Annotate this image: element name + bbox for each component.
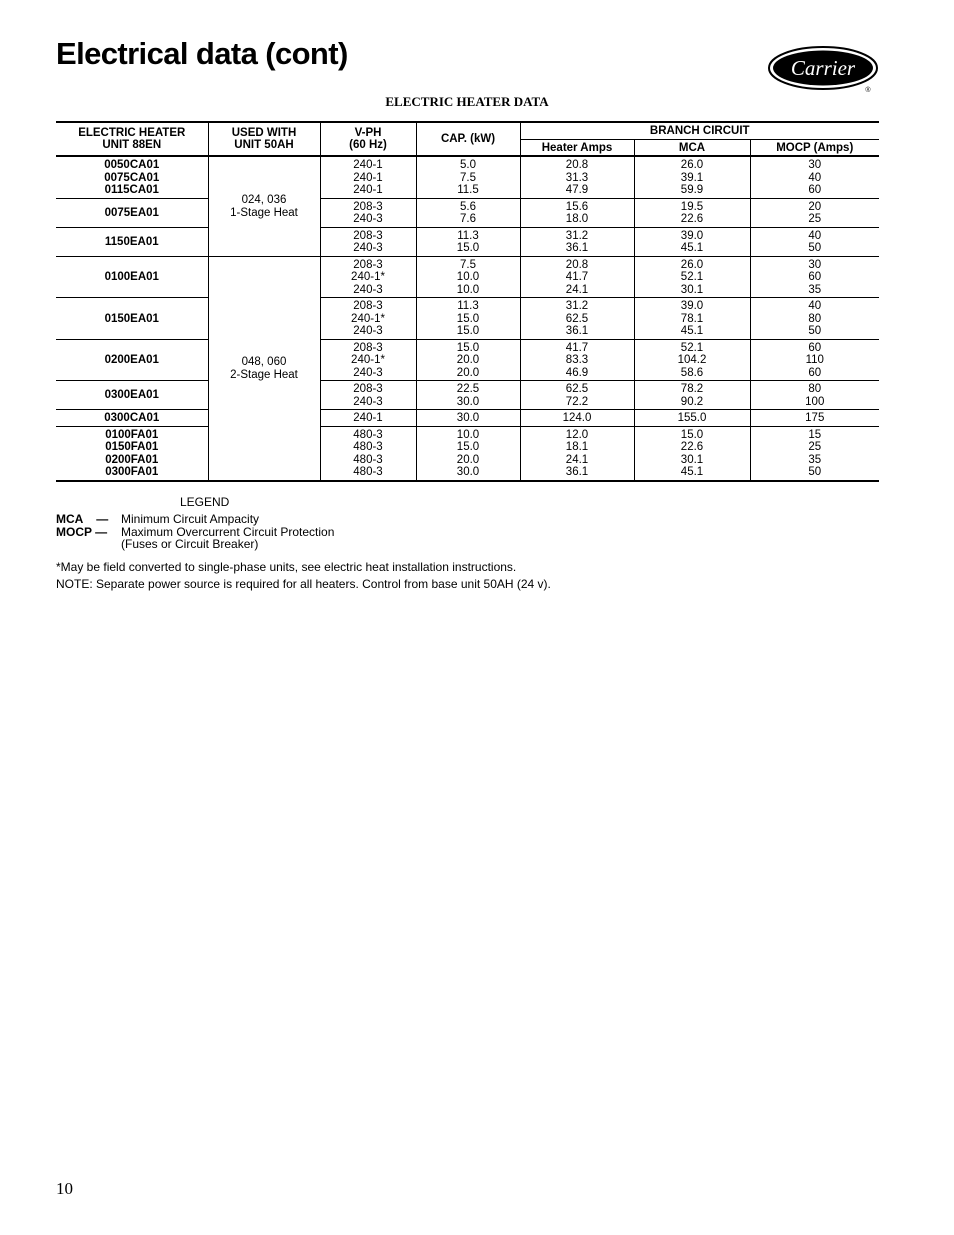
cell-vph: 208-3 240-3	[320, 227, 416, 256]
cell-mca: 39.0 45.1	[634, 227, 750, 256]
table-row	[56, 298, 879, 340]
table-row	[56, 410, 879, 427]
table-row	[56, 198, 879, 227]
table-caption: ELECTRIC HEATER DATA	[385, 94, 549, 109]
cell-capacity: 5.6 7.6	[416, 198, 520, 227]
cell-unit: 0300CA01	[56, 410, 208, 427]
cell-mca: 19.5 22.6	[634, 198, 750, 227]
cell-used-with: 024, 036 1-Stage Heat	[208, 156, 320, 256]
cell-unit: 0200EA01	[56, 339, 208, 381]
cell-heater-amps: 20.8 41.7 24.1	[520, 256, 634, 298]
cell-vph: 240-1	[320, 410, 416, 427]
heater-table-body	[56, 156, 879, 481]
carrier-logo-text: Carrier	[790, 56, 856, 80]
header-mca: MCA	[634, 140, 750, 157]
cell-unit: 0050CA01 0075CA01 0115CA01	[56, 156, 208, 198]
cell-heater-amps: 124.0	[520, 410, 634, 427]
cell-heater-amps: 31.2 62.5 36.1	[520, 298, 634, 340]
header-heater-amps: Heater Amps	[520, 140, 634, 157]
cell-vph: 480-3 480-3 480-3 480-3	[320, 426, 416, 481]
carrier-logo	[767, 45, 883, 95]
header-used-with: USED WITH UNIT 50AH	[208, 122, 320, 156]
cell-unit: 0075EA01	[56, 198, 208, 227]
legend-title: LEGEND	[180, 495, 230, 509]
cell-mca: 26.0 39.1 59.9	[634, 156, 750, 198]
legend-def: (Fuses or Circuit Breaker)	[121, 537, 259, 551]
cell-mocp: 20 25	[750, 198, 879, 227]
asterisk-footnote: *May be field converted to single-phase units, see electric heat installation instructions.	[56, 560, 517, 574]
cell-used-with: 048, 060 2-Stage Heat	[208, 256, 320, 481]
cell-mca: 78.2 90.2	[634, 381, 750, 410]
cell-heater-amps: 31.2 36.1	[520, 227, 634, 256]
cell-unit: 0300EA01	[56, 381, 208, 410]
cell-mca: 39.0 78.1 45.1	[634, 298, 750, 340]
cell-heater-amps: 12.0 18.1 24.1 36.1	[520, 426, 634, 481]
header-vph: V-PH (60 Hz)	[320, 122, 416, 156]
cell-mocp: 30 60 35	[750, 256, 879, 298]
table-row	[56, 426, 879, 481]
cell-heater-amps: 15.6 18.0	[520, 198, 634, 227]
cell-mocp: 40 50	[750, 227, 879, 256]
cell-unit: 0100EA01	[56, 256, 208, 298]
cell-mocp: 15 25 35 50	[750, 426, 879, 481]
cell-heater-amps: 20.8 31.3 47.9	[520, 156, 634, 198]
table-row	[56, 256, 879, 298]
cell-mocp: 175	[750, 410, 879, 427]
cell-capacity: 11.3 15.0	[416, 227, 520, 256]
cell-vph: 208-3 240-1* 240-3	[320, 339, 416, 381]
cell-heater-amps: 62.5 72.2	[520, 381, 634, 410]
legend-abbr: MCA —	[56, 512, 109, 526]
cell-capacity: 30.0	[416, 410, 520, 427]
legend-def: Maximum Overcurrent Circuit Protection	[121, 524, 335, 539]
cell-capacity: 22.5 30.0	[416, 381, 520, 410]
legend-def: Minimum Circuit Ampacity	[121, 512, 260, 526]
cell-vph: 240-1 240-1 240-1	[320, 156, 416, 198]
cell-vph: 208-3 240-1* 240-3	[320, 256, 416, 298]
header-electric-heater-unit: ELECTRIC HEATER UNIT 88EN	[56, 122, 208, 156]
note-footnote: NOTE: Separate power source is required for all heaters. Control from base unit 50AH (24 v).	[56, 577, 551, 591]
page-number: 10	[56, 1179, 73, 1198]
table-row	[56, 227, 879, 256]
cell-heater-amps: 41.7 83.3 46.9	[520, 339, 634, 381]
cell-vph: 208-3 240-3	[320, 381, 416, 410]
header-mocp: MOCP (Amps)	[750, 140, 879, 157]
header-branch-circuit: BRANCH CIRCUIT	[520, 122, 879, 140]
table-row	[56, 381, 879, 410]
cell-mca: 52.1 104.2 58.6	[634, 339, 750, 381]
cell-unit: 0150EA01	[56, 298, 208, 340]
cell-capacity: 5.0 7.5 11.5	[416, 156, 520, 198]
table-row	[56, 339, 879, 381]
cell-vph: 208-3 240-3	[320, 198, 416, 227]
cell-mca: 155.0	[634, 410, 750, 427]
cell-vph: 208-3 240-1* 240-3	[320, 298, 416, 340]
cell-unit: 1150EA01	[56, 227, 208, 256]
cell-mocp: 60 110 60	[750, 339, 879, 381]
cell-mca: 26.0 52.1 30.1	[634, 256, 750, 298]
page-title: Electrical data (cont)	[56, 36, 348, 71]
cell-capacity: 7.5 10.0 10.0	[416, 256, 520, 298]
registered-mark: ®	[865, 87, 871, 94]
electric-heater-table	[56, 121, 879, 482]
cell-unit: 0100FA01 0150FA01 0200FA01 0300FA01	[56, 426, 208, 481]
cell-mca: 15.0 22.6 30.1 45.1	[634, 426, 750, 481]
cell-capacity: 15.0 20.0 20.0	[416, 339, 520, 381]
cell-capacity: 10.0 15.0 20.0 30.0	[416, 426, 520, 481]
legend-abbr: MOCP —	[56, 524, 108, 539]
header-capacity: CAP. (kW)	[416, 122, 520, 156]
cell-mocp: 40 80 50	[750, 298, 879, 340]
cell-capacity: 11.3 15.0 15.0	[416, 298, 520, 340]
cell-mocp: 80 100	[750, 381, 879, 410]
cell-mocp: 30 40 60	[750, 156, 879, 198]
table-row	[56, 156, 879, 198]
